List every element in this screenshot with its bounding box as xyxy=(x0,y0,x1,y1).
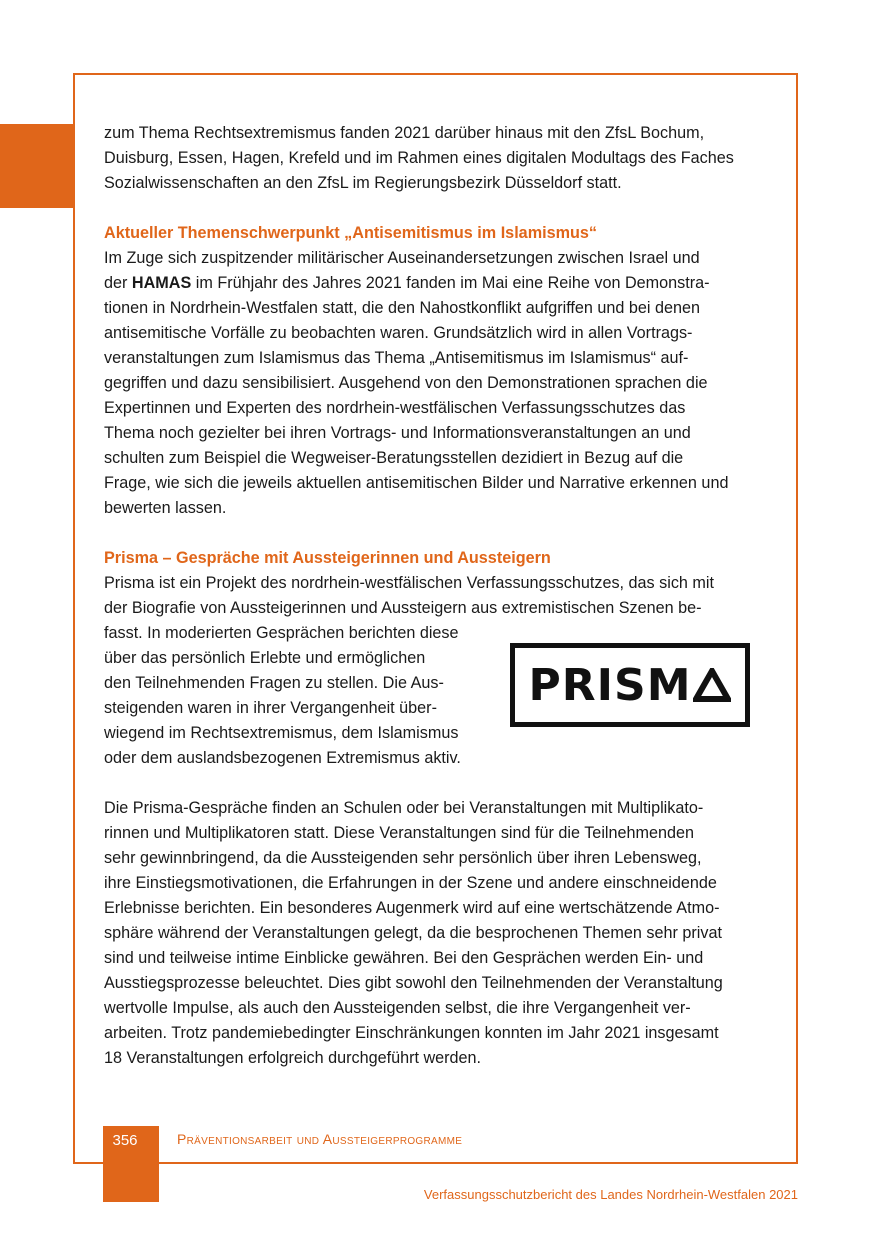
page-number: 356 xyxy=(112,1132,138,1149)
prisma-logo xyxy=(510,643,750,727)
section-heading: Aktueller Themenschwerpunkt „Antisemitismus im Islamismus“ xyxy=(104,224,597,242)
text-fragment: im Frühjahr des Jahres 2021 fanden im Mai eine Reihe von Demonstra- xyxy=(191,274,710,292)
text-line: steigenden waren in ihrer Vergangenheit über- xyxy=(104,699,437,717)
text-line: rinnen und Multiplikatoren statt. Diese Veranstaltungen sind für die Teilnehmenden xyxy=(104,824,695,842)
text-line: ihre Einstiegsmotivationen, die Erfahrungen in der Szene und andere einschneidende xyxy=(104,874,717,892)
text-line: Erlebnisse berichten. Ein besonderes Augenmerk wird auf eine wertschätzende Atmo- xyxy=(104,899,720,917)
publication-footer: Verfassungsschutzbericht des Landes Nordrhein-Westfalen 2021 xyxy=(423,1187,798,1202)
text-line: Prisma ist ein Projekt des nordrhein-westfälischen Verfassungsschutzes, das sich mit xyxy=(104,574,714,592)
chapter-side-tab xyxy=(0,124,73,208)
text-line xyxy=(104,271,774,296)
text-fragment: der xyxy=(104,274,132,292)
text-line: Im Zuge sich zuspitzender militärischer Auseinandersetzungen zwischen Israel und xyxy=(104,249,700,267)
prisma-wrap-text xyxy=(104,621,499,771)
body-content xyxy=(104,121,774,1071)
text-line: sind und teilweise intime Einblicke gewähren. Bei den Gesprächen werden Ein- und xyxy=(104,949,704,967)
prisma-logo-wordmark xyxy=(528,659,732,711)
prisma-logo-letters: PRISM xyxy=(528,659,692,711)
text-line: wertvolle Impulse, als auch den Aussteigenden selbst, die ihre Vergangenheit ver- xyxy=(104,999,691,1017)
text-line: 18 Veranstaltungen erfolgreich durchgeführt werden. xyxy=(104,1049,482,1067)
page-number-box xyxy=(103,1126,159,1202)
text-line: sphäre während der Veranstaltungen gelegt, da die besprochenen Themen sehr privat xyxy=(104,924,722,942)
text-line: fasst. In moderierten Gesprächen berichten diese xyxy=(104,624,459,642)
section-prisma xyxy=(104,546,774,1071)
text-line: Expertinnen und Experten des nordrhein-westfälischen Verfassungsschutzes das xyxy=(104,399,686,417)
text-line: tionen in Nordrhein-Westfalen statt, die den Nahostkonflikt aufgriffen und bei denen xyxy=(104,299,701,317)
hamas-term: HAMAS xyxy=(131,274,192,292)
text-line: sehr gewinnbringend, da die Aussteigenden sehr persönlich über ihren Lebensweg, xyxy=(104,849,702,867)
text-line: zum Thema Rechtsextremismus fanden 2021 darüber hinaus mit den ZfsL Bochum, xyxy=(104,124,705,142)
text-line: gegriffen und dazu sensibilisiert. Ausgehend von den Demonstrationen sprachen die xyxy=(104,374,708,392)
triangle-icon xyxy=(693,668,731,702)
text-line: über das persönlich Erlebte und ermöglichen xyxy=(104,649,426,667)
intro-paragraph xyxy=(104,121,774,196)
text-line: Thema noch gezielter bei ihren Vortrags- und Informationsveranstaltungen an und xyxy=(104,424,691,442)
text-line: Frage, wie sich die jeweils aktuellen antisemitischen Bilder und Narrative erkennen und xyxy=(104,474,729,492)
text-line: arbeiten. Trotz pandemiebedingter Einschränkungen konnten im Jahr 2021 insgesamt xyxy=(104,1024,719,1042)
text-line: wiegend im Rechtsextremismus, dem Islamismus xyxy=(104,724,459,742)
text-line: den Teilnehmenden Fragen zu stellen. Die Aus- xyxy=(104,674,444,692)
section-heading: Prisma – Gespräche mit Aussteigerinnen und Aussteigern xyxy=(104,549,551,567)
text-line: Sozialwissenschaften an den ZfsL im Regierungsbezirk Düsseldorf statt. xyxy=(104,174,622,192)
prisma-wrap-row xyxy=(104,621,774,771)
text-line: Duisburg, Essen, Hagen, Krefeld und im Rahmen eines digitalen Modultags des Faches xyxy=(104,149,734,167)
text-line: der Biografie von Aussteigerinnen und Aussteigern aus extremistischen Szenen be- xyxy=(104,599,702,617)
text-line: oder dem auslandsbezogenen Extremismus aktiv. xyxy=(104,749,461,767)
prisma-paragraph-2 xyxy=(104,796,774,1071)
text-line: veranstaltungen zum Islamismus das Thema „Antisemitismus im Islamismus“ auf- xyxy=(104,349,689,367)
text-line: antisemitische Vorfälle zu beobachten waren. Grundsätzlich wird in allen Vortrags- xyxy=(104,324,693,342)
text-line: Die Prisma-Gespräche finden an Schulen oder bei Veranstaltungen mit Multiplikato- xyxy=(104,799,704,817)
text-line: schulten zum Beispiel die Wegweiser-Beratungsstellen dezidiert in Bezug auf die xyxy=(104,449,684,467)
text-line: Ausstiegsprozesse beleuchtet. Dies gibt sowohl den Teilnehmenden der Veranstaltung xyxy=(104,974,723,992)
text-line: bewerten lassen. xyxy=(104,499,227,517)
section-antisemitismus xyxy=(104,221,774,521)
running-section-title: Präventionsarbeit und Aussteigerprogramme xyxy=(177,1131,463,1147)
